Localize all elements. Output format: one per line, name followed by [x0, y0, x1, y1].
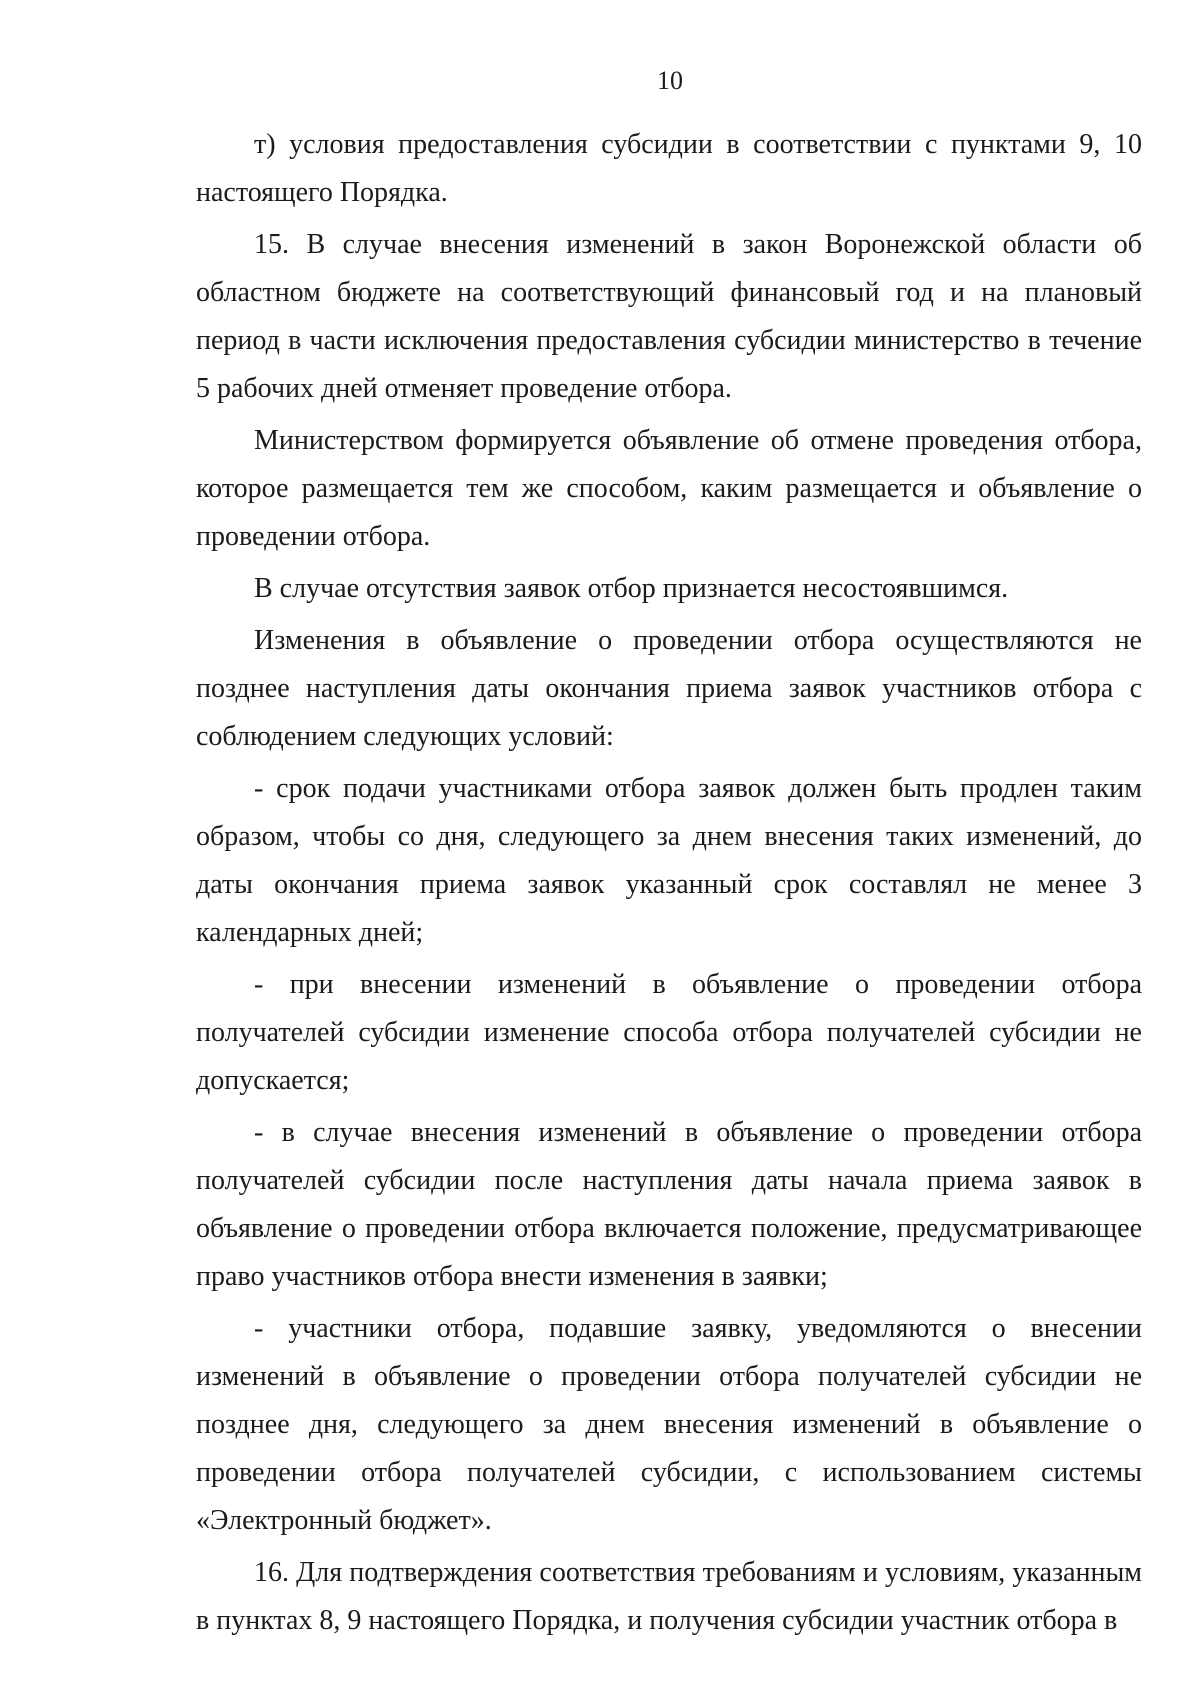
paragraph-item-15: 15. В случае внесения изменений в закон Воронежской области об областном бюджете на соответствующий финансовый год и на плановый период в части исключения предоставления субсидии министерство в течение 5 рабочих дней отменяет проведение отбора.: [196, 229, 1142, 404]
paragraph-cancellation-notice: Министерством формируется объявление об отмене проведения отбора, которое размещается тем же способом, каким размещается и объявление о проведении отбора.: [196, 425, 1142, 552]
document-body: [196, 121, 1142, 1645]
list-item-deadline-extension: - срок подачи участниками отбора заявок должен быть продлен таким образом, чтобы со дня, следующего за днем внесения таких изменений, до даты окончания приема заявок указанный срок составлял не менее 3 календарных дней;: [196, 773, 1142, 948]
list-item-method-change: - при внесении изменений в объявление о проведении отбора получателей субсидии изменение способа отбора получателей субсидии не допускается;: [196, 969, 1142, 1096]
paragraph-subitem-t: т) условия предоставления субсидии в соответствии с пунктами 9, 10 настоящего Порядка.: [196, 129, 1142, 208]
page-number: 10: [657, 66, 683, 95]
list-item-amend-applications: - в случае внесения изменений в объявление о проведении отбора получателей субсидии после наступления даты начала приема заявок в объявление о проведении отбора включается положение, предусматривающее право участников отбора внести изменения в заявки;: [196, 1117, 1142, 1292]
paragraph-changes-conditions: Изменения в объявление о проведении отбора осуществляются не позднее наступления даты окончания приема заявок участников отбора с соблюдением следующих условий:: [196, 625, 1142, 752]
list-item-notification: - участники отбора, подавшие заявку, уведомляются о внесении изменений в объявление о проведении отбора получателей субсидии не позднее дня, следующего за днем внесения изменений в объявление о проведении отбора получателей субсидии, с использованием системы «Электронный бюджет».: [196, 1313, 1142, 1536]
paragraph-item-16: 16. Для подтверждения соответствия требованиям и условиям, указанным в пунктах 8, 9 настоящего Порядка, и получения субсидии участник отбора в: [196, 1557, 1142, 1636]
paragraph-no-applications: В случае отсутствия заявок отбор признается несостоявшимся.: [254, 573, 1009, 604]
